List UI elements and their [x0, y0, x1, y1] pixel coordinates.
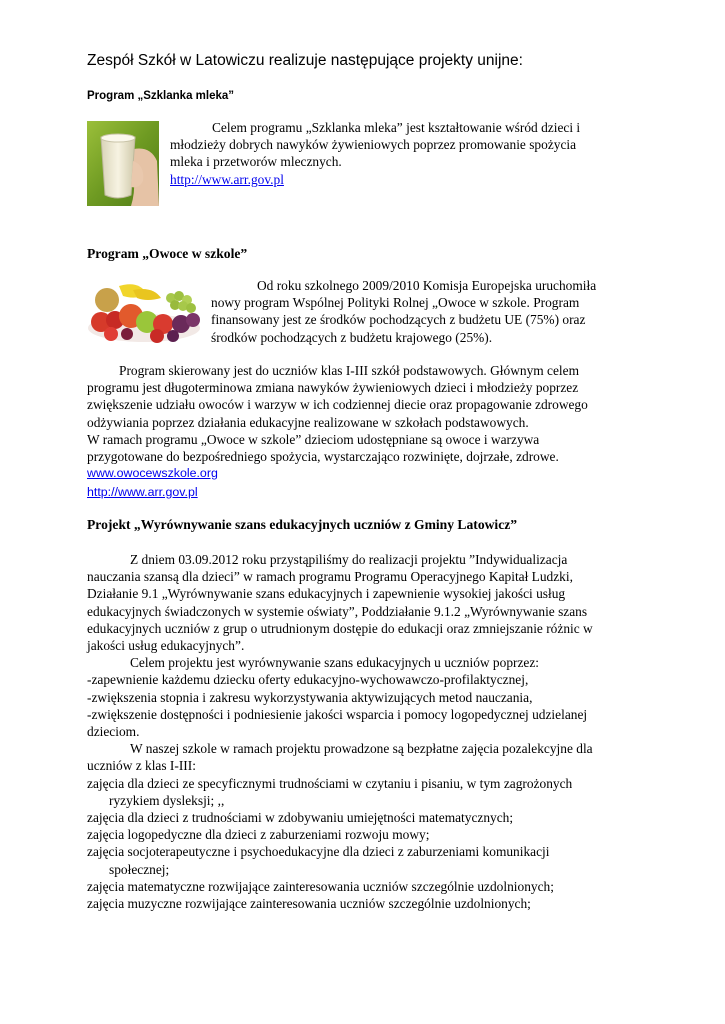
body-line: zajęcia dla dzieci z trudnościami w zdobywaniu umiejętności matematycznych;: [87, 810, 514, 826]
program-szklanka-mleka-description: [170, 119, 580, 188]
body-line: ryzykiem dysleksji; ,,: [109, 792, 225, 808]
body-line: W ramach programu „Owoce w szkole” dzieciom udostępniane są owoce i warzywa: [87, 431, 540, 447]
owocewszkole-link[interactable]: www.owocewszkole.org: [87, 466, 218, 480]
intro-line: środków pochodzących z budżetu krajowego (25%).: [211, 329, 493, 345]
body-line: edukacyjnych świadczonych w systemie oświaty”, Poddziałanie 9.1.2 „Wyrównywanie szans: [87, 603, 588, 619]
projekt-wyrownywanie-szans-body: [87, 551, 593, 912]
description-line: mleka i przetworów mlecznych.: [170, 154, 342, 170]
body-line: przygotowane do bezpośredniego spożycia, wystarczająco rozwinięte, dojrzałe, zdrowe.: [87, 449, 559, 465]
body-line: Program skierowany jest do uczniów klas I-III szkół podstawowych. Głównym celem: [119, 363, 580, 378]
fruits-image: [87, 278, 202, 346]
intro-line: finansowany jest ze środków pochodzących z budżetu UE (75%) oraz: [211, 312, 586, 328]
arr-gov-link[interactable]: http://www.arr.gov.pl: [170, 171, 284, 187]
arr-gov-link-2[interactable]: http://www.arr.gov.pl: [87, 485, 198, 499]
body-line: odżywiania poprzez działania edukacyjne realizowane w szkołach podstawowych.: [87, 414, 529, 430]
body-line: zajęcia logopedyczne dla dzieci z zaburzeniami rozwoju mowy;: [87, 827, 430, 843]
description-line: Celem programu „Szklanka mleka” jest kształtowanie wśród dzieci i: [212, 120, 581, 135]
body-line: -zapewnienie każdemu dziecku oferty edukacyjno-wychowawczo-profilaktycznej,: [87, 672, 529, 688]
body-line: Z dniem 03.09.2012 roku przystąpiliśmy do realizacji projektu ”Indywidualizacja: [130, 552, 568, 567]
description-line: młodzieży dobrych nawyków żywieniowych poprzez promowanie spożycia: [170, 137, 577, 153]
program-szklanka-mleka-heading: Program „Szklanka mleka”: [87, 90, 235, 102]
body-line: zajęcia socjoterapeutyczne i psychoedukacyjne dla dzieci z zaburzeniami komunikacji: [87, 844, 550, 860]
body-line: edukacyjnych uczniów z grup o utrudnionym dostępie do edukacji oraz zmniejszanie różnic w: [87, 620, 593, 636]
body-line: społecznej;: [109, 861, 170, 877]
body-line: dzieciom.: [87, 724, 140, 740]
milk-glass-image: [87, 121, 159, 206]
body-line: jakości usług edukacyjnych”.: [87, 638, 245, 654]
projekt-wyrownywanie-szans-heading: Projekt „Wyrównywanie szans edukacyjnych uczniów z Gminy Latowicz”: [87, 517, 518, 532]
body-line: zajęcia matematyczne rozwijające zainteresowania uczniów szczególnie uzdolnionych;: [87, 878, 554, 894]
body-line: zajęcia muzyczne rozwijające zainteresowania uczniów szczególnie uzdolnionych;: [87, 896, 531, 912]
program-owoce-body: [87, 362, 588, 465]
body-line: programu jest długoterminowa zmiana nawyków żywieniowych dzieci i młodzieży poprzez: [87, 380, 579, 396]
body-line: Działanie 9.1 „Wyrównywanie szans edukacyjnych i zapewnienie wysokiej jakości usług: [87, 586, 566, 602]
body-line: nauczania szansą dla dzieci” w ramach programu Programu Operacyjnego Kapitał Ludzki,: [87, 569, 573, 585]
body-line: zajęcia dla dzieci ze specyficznymi trudnościami w czytaniu i pisaniu, w tym zagrożonych: [87, 775, 573, 791]
program-owoce-intro: [211, 277, 596, 346]
body-line: zwiększenie udziału owoców i warzyw w ich codziennej diecie oraz propagowanie zdrowego: [87, 397, 588, 413]
program-owoce-w-szkole-heading: Program „Owoce w szkole”: [87, 246, 248, 261]
body-line: Celem projektu jest wyrównywanie szans edukacyjnych u uczniów poprzez:: [130, 655, 540, 671]
body-line: -zwiększenie dostępności i podniesienie jakości wsparcia i pomocy logopedycznej udzielanej: [87, 706, 588, 722]
page-title: Zespół Szkół w Latowiczu realizuje następujące projekty unijne:: [87, 52, 523, 69]
intro-line: nowy program Wspólnej Polityki Rolnej „Owoce w szkole. Program: [211, 295, 580, 311]
body-line: W naszej szkole w ramach projektu prowadzone są bezpłatne zajęcia pozalekcyjne dla: [130, 741, 593, 757]
body-line: -zwiększenia stopnia i zakresu wykorzystywania aktywizujących metod nauczania,: [87, 689, 533, 705]
intro-line: Od roku szkolnego 2009/2010 Komisja Europejska uruchomiła: [257, 278, 597, 293]
body-line: uczniów z klas I-III:: [87, 758, 196, 774]
